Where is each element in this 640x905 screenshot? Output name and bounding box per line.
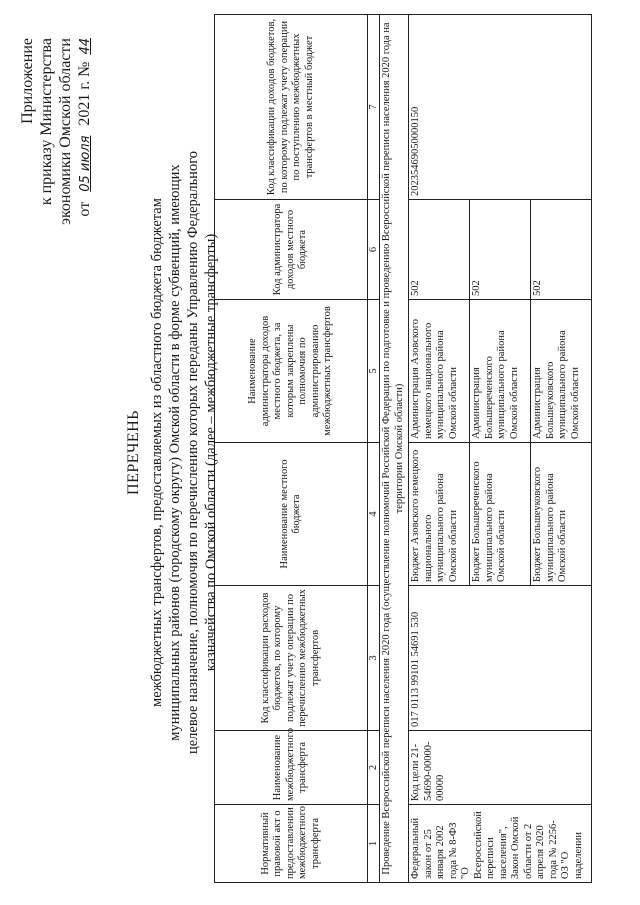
admin-code-cell: 502: [409, 200, 470, 300]
header-cell: Код классификации расходов бюджетов, по которому подлежат учету операции по перечислению межбюджетных трансфертов: [215, 586, 368, 731]
column-index: 3: [368, 586, 380, 731]
document-subtitle: межбюджетных трансфертов, предоставляемых из областного бюджета бюджетам муниципальных районов (городскому округу) Омской области в форме субвенций, имеющих целевое назначение, полномочия по перечислению которых переданы Управлению Федерального казначейства по Омской области (далее – межбюджетные трансферты): [149, 150, 219, 755]
appendix-date-prefix: от: [76, 201, 93, 217]
section-row: [380, 15, 409, 883]
column-index: 2: [368, 731, 380, 805]
legal-act-cell: Федеральный закон от 25 января 2002 года № 8-ФЗ "О Всероссийской переписи населения", Закон Омской области от 2 апреля 2020 года № 2256-ОЗ "О наделении: [409, 805, 592, 883]
table-header-row: [215, 15, 368, 883]
appendix-line-1: Приложение: [19, 38, 36, 124]
column-index: 7: [368, 15, 380, 200]
local-budget-cell: Бюджет Большеуковского муниципального района Омской области: [531, 443, 592, 586]
header-cell: Наименование межбюджетного трансферта: [215, 731, 368, 805]
target-code-cell: Код цели 21-54690-00000-00000: [409, 731, 592, 805]
admin-name-cell: Администрация Азовского немецкого национального муниципального района Омской области: [409, 300, 470, 443]
appendix-line-2: к приказу Министерства: [38, 38, 55, 206]
appendix-block: [18, 38, 95, 298]
column-index: 4: [368, 443, 380, 586]
table-row: [409, 15, 470, 883]
appendix-year: 2021 г. №: [76, 61, 93, 126]
income-code-cell: 20235469050000150: [409, 15, 592, 200]
transfers-table: [214, 14, 592, 883]
column-index: 5: [368, 300, 380, 443]
section-title: Проведение Всероссийской переписи населения 2020 года (осуществление полномочий Российской Федерации по подготовке и проведению Всероссийской переписи населения 2020 года на территории Омской области): [380, 15, 409, 883]
header-cell: Наименование местного бюджета: [215, 443, 368, 586]
signed-number: 44: [78, 38, 93, 55]
header-cell: Наименование администратора доходов местного бюджета, за которым закреплены полномочия по администрированию межбюджетных трансфертов: [215, 300, 368, 443]
appendix-line-3: экономики Омской области: [57, 38, 74, 225]
admin-code-cell: 502: [531, 200, 592, 300]
expense-code-cell: 017 0113 99101 54691 530: [409, 586, 592, 731]
admin-name-cell: Администрация Большереченского муниципального района Омской области: [470, 300, 531, 443]
header-cell: Код классификации доходов бюджетов, по которому подлежат учету операции по поступлению межбюджетных трансфертов в местный бюджет: [215, 15, 368, 200]
column-index: 6: [368, 200, 380, 300]
document-title: ПЕРЕЧЕНЬ: [125, 410, 142, 495]
admin-code-cell: 502: [470, 200, 531, 300]
admin-name-cell: Администрация Большеуковского муниципального района Омской области: [531, 300, 592, 443]
column-index-row: [368, 15, 380, 883]
header-cell: Нормативный правовой акт о предоставлении межбюджетного трансферта: [215, 805, 368, 883]
local-budget-cell: Бюджет Большереченского муниципального района Омской области: [470, 443, 531, 586]
column-index: 1: [368, 805, 380, 883]
header-cell: Код администратора доходов местного бюджета: [215, 200, 368, 300]
signed-day: 05 июля: [78, 135, 93, 192]
appendix-date-line: [75, 38, 95, 298]
local-budget-cell: Бюджет Азовского немецкого национального муниципального района Омской области: [409, 443, 470, 586]
